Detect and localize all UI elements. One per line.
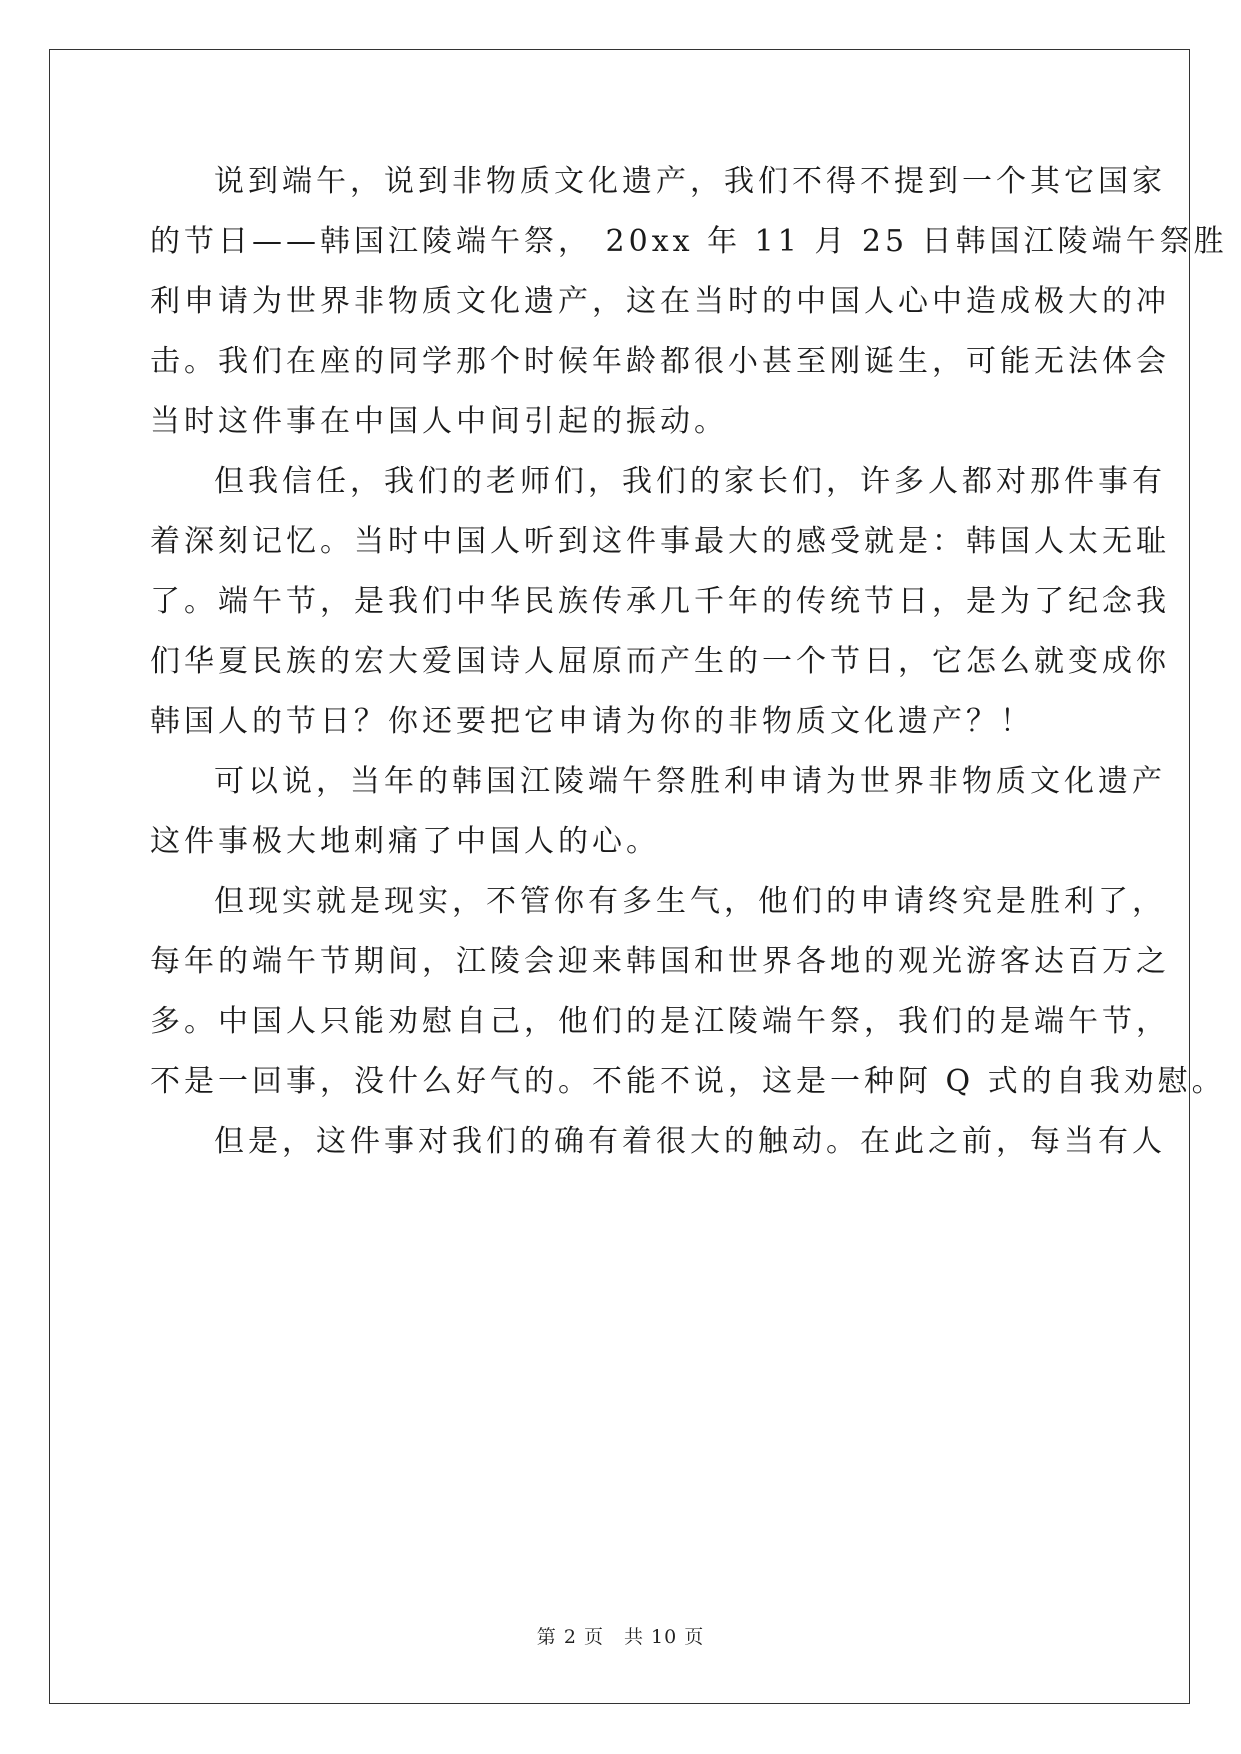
text-line: 但现实就是现实，不管你有多生气，他们的申请终究是胜利了，	[214, 884, 1166, 919]
page-number: 第 2 页	[536, 1626, 604, 1648]
document-text	[150, 152, 1228, 1172]
text-line: 多。中国人只能劝慰自己，他们的是江陵端午祭，我们的是端午节，	[150, 1004, 1170, 1039]
text-line: 但我信任，我们的老师们，我们的家长们，许多人都对那件事有	[214, 464, 1166, 499]
text-line: 不是一回事，没什么好气的。不能不说，这是一种阿 Q 式的自我劝慰。	[150, 1064, 1226, 1099]
text-line: 但是，这件事对我们的确有着很大的触动。在此之前，每当有人	[214, 1124, 1166, 1159]
page-total: 共 10 页	[623, 1626, 705, 1648]
text-line: 利申请为世界非物质文化遗产，这在当时的中国人心中造成极大的冲	[150, 284, 1170, 319]
text-line: 击。我们在座的同学那个时候年龄都很小甚至刚诞生，可能无法体会	[150, 344, 1170, 379]
text-line: 们华夏民族的宏大爱国诗人屈原而产生的一个节日，它怎么就变成你	[150, 644, 1170, 679]
text-line: 这件事极大地刺痛了中国人的心。	[150, 824, 660, 859]
text-line: 的节日——韩国江陵端午祭， 20xx 年 11 月 25 日韩国江陵端午祭胜	[150, 224, 1228, 259]
text-line: 当时这件事在中国人中间引起的振动。	[150, 404, 728, 439]
text-line: 着深刻记忆。当时中国人听到这件事最大的感受就是：韩国人太无耻	[150, 524, 1170, 559]
text-line: 韩国人的节日？你还要把它申请为你的非物质文化遗产？！	[150, 704, 1034, 739]
text-line: 说到端午，说到非物质文化遗产，我们不得不提到一个其它国家	[214, 164, 1166, 199]
text-line: 了。端午节，是我们中华民族传承几千年的传统节日，是为了纪念我	[150, 584, 1170, 619]
text-line: 可以说，当年的韩国江陵端午祭胜利申请为世界非物质文化遗产	[214, 764, 1166, 799]
text-line: 每年的端午节期间，江陵会迎来韩国和世界各地的观光游客达百万之	[150, 944, 1170, 979]
document-body	[150, 152, 1228, 1172]
page-footer	[0, 1622, 1241, 1649]
